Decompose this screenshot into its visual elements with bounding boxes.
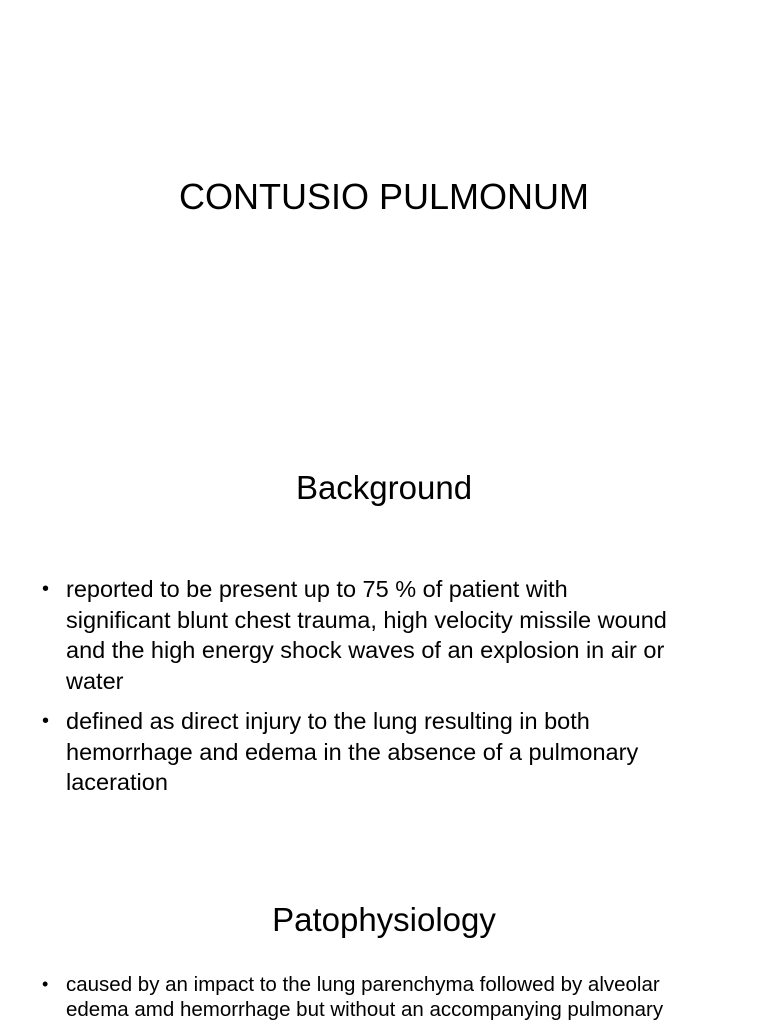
bullet-marker: • <box>42 710 50 732</box>
list-item <box>0 972 768 1022</box>
text-line: water <box>66 667 124 694</box>
bullet-marker: • <box>42 974 49 994</box>
text-line: and the high energy shock waves of an explosion in air or <box>66 637 665 663</box>
page-title: CONTUSIO PULMONUM <box>178 176 589 217</box>
text-line: reported to be present up to 75 % of patient with <box>66 576 568 602</box>
text-line: defined as direct injury to the lung resulting in both <box>66 708 590 734</box>
section-heading-patophysiology: Patophysiology <box>272 901 496 938</box>
section-heading-background: Background <box>295 469 473 506</box>
text-line: caused by an impact to the lung parenchyma followed by alveolar <box>66 973 660 996</box>
text-line: significant blunt chest trauma, high velocity missile wound <box>66 606 667 633</box>
bullet-list-background <box>0 574 768 798</box>
bullet-marker: • <box>42 578 50 600</box>
text-line: edema amd hemorrhage but without an accompanying pulmonary <box>66 998 664 1021</box>
text-line: hemorrhage and edema in the absence of a pulmonary <box>66 738 639 765</box>
list-item <box>0 574 768 696</box>
list-item <box>0 706 768 798</box>
bullet-list-patophysiology <box>0 972 768 1022</box>
text-line: laceration <box>66 769 168 795</box>
